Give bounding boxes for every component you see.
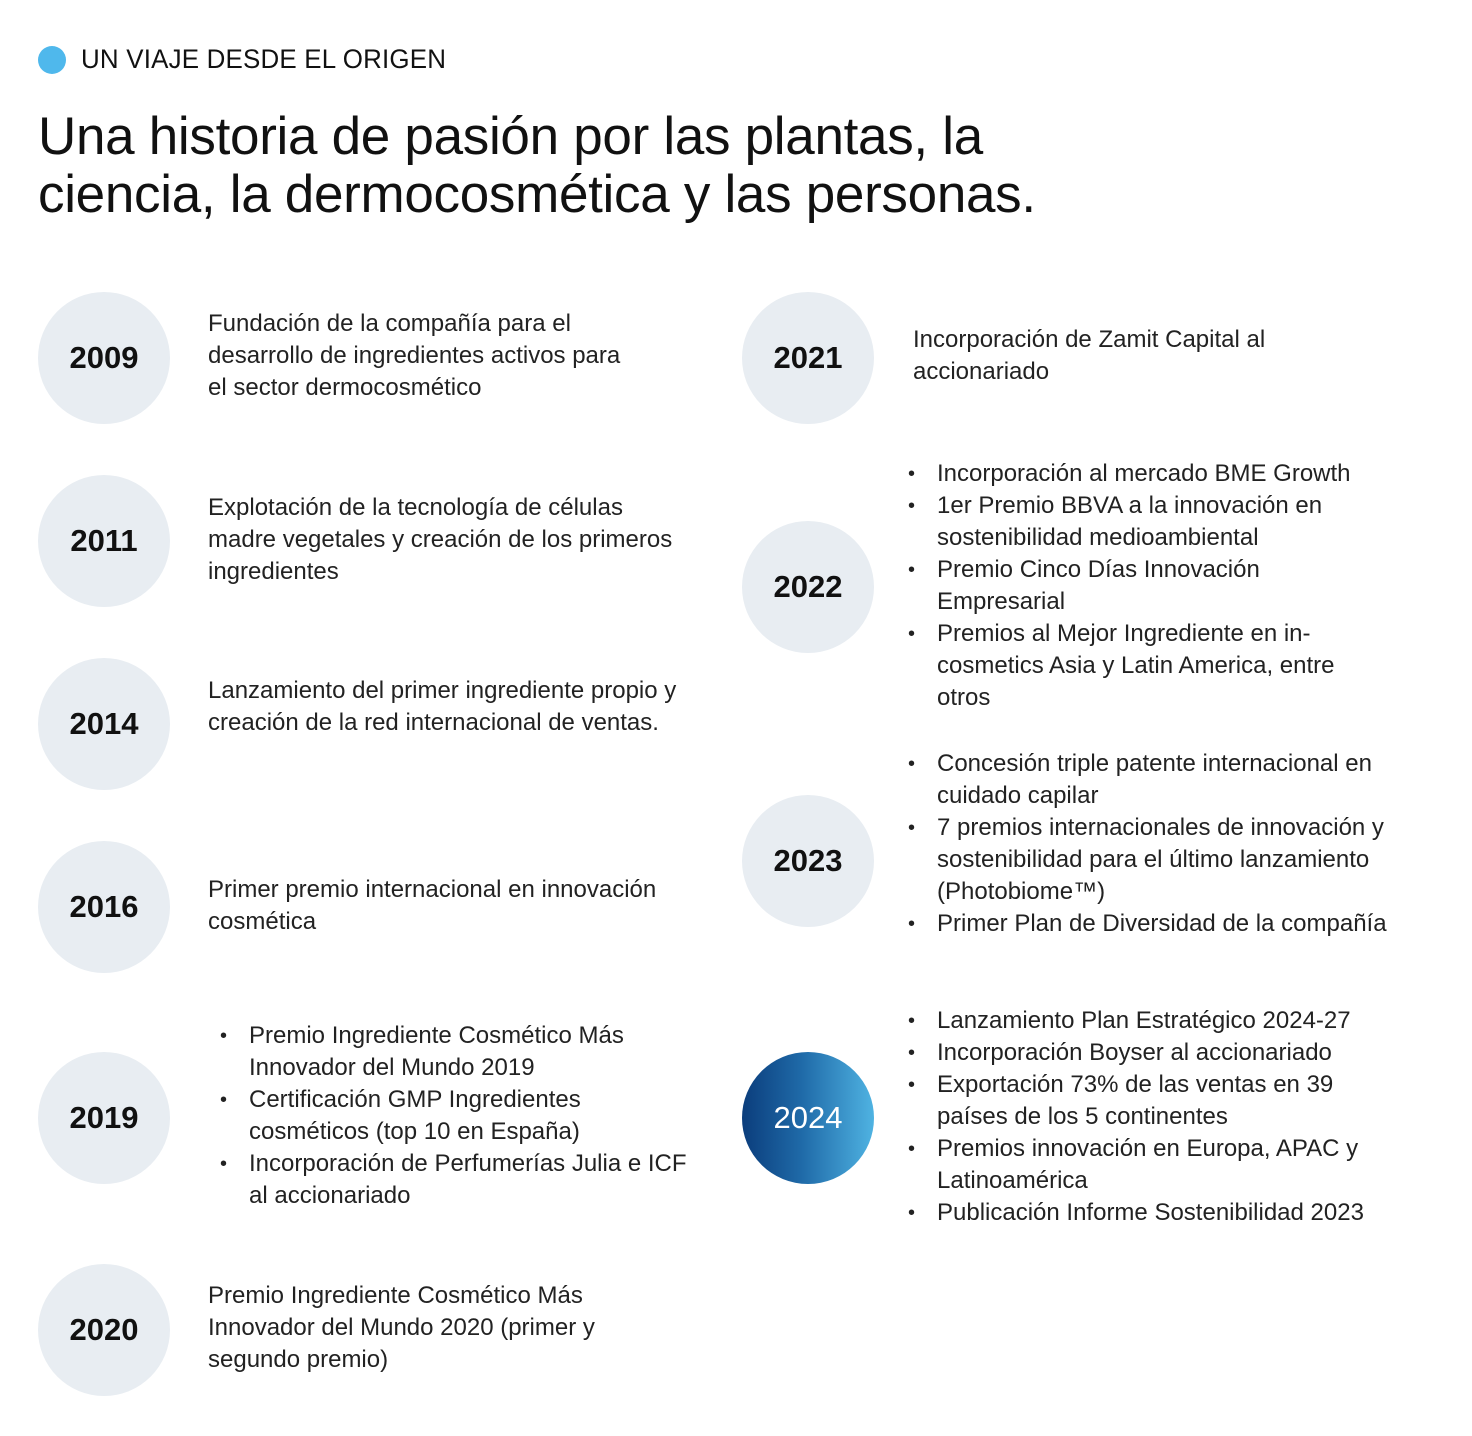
list-item: • Exportación 73% de las ventas en 39 países de los 5 continentes [908,1069,1403,1133]
list-item: • Primer Plan de Diversidad de la compañía [908,908,1388,940]
page-title [38,108,1036,224]
year-badge-2022: 2022 [742,521,874,653]
year-badge-2019: 2019 [38,1052,170,1184]
title-line-2: ciencia, la dermocosmética y las personas. [38,165,1036,224]
milestone-2022-list [908,458,1388,714]
list-item: • 7 premios internacionales de innovación y sostenibilidad para el último lanzamiento (Photobiome™) [908,812,1388,908]
list-item: • Incorporación al mercado BME Growth [908,458,1388,490]
year-badge-2014: 2014 [38,658,170,790]
milestone-2016-text: Primer premio internacional en innovación cosmética [208,876,657,935]
list-item: • Certificación GMP Ingredientes cosméticos (top 10 en España) [220,1084,690,1148]
year-badge-2020: 2020 [38,1264,170,1396]
year-badge-2011: 2011 [38,475,170,607]
list-item: • Concesión triple patente internacional en cuidado capilar [908,748,1388,812]
year-badge-2024-highlighted: 2024 [742,1052,874,1184]
bullet-dot-icon [38,46,66,74]
list-item: • Premios innovación en Europa, APAC y Latinoamérica [908,1133,1403,1197]
list-item: • Lanzamiento Plan Estratégico 2024-27 [908,1005,1403,1037]
milestone-2009-text: Fundación de la compañía para el desarrollo de ingredientes activos para el sector dermocosmético [208,310,621,401]
list-item: • Incorporación Boyser al accionariado [908,1037,1403,1069]
milestone-2011-text: Explotación de la tecnología de células madre vegetales y creación de los primeros ingredientes [208,494,673,585]
milestone-2019-list [220,1020,690,1212]
list-item: • Premios al Mejor Ingrediente en in-cosmetics Asia y Latin America, entre otros [908,618,1388,714]
year-badge-2009: 2009 [38,292,170,424]
milestone-2024-list [908,1005,1403,1229]
eyebrow-label: UN VIAJE DESDE EL ORIGEN [81,44,447,74]
list-item: • Premio Ingrediente Cosmético Más Innovador del Mundo 2019 [220,1020,690,1084]
milestone-2023-list [908,748,1388,940]
milestone-2020-text: Premio Ingrediente Cosmético Más Innovador del Mundo 2020 (primer y segundo premio) [208,1282,595,1373]
year-badge-2016: 2016 [38,841,170,973]
list-item: • Premio Cinco Días Innovación Empresarial [908,554,1388,618]
year-badge-2021: 2021 [742,292,874,424]
section-eyebrow [38,44,461,75]
year-badge-2023: 2023 [742,795,874,927]
milestone-2014-text: Lanzamiento del primer ingrediente propio y creación de la red internacional de ventas. [208,677,677,736]
list-item: • Incorporación de Perfumerías Julia e ICF al accionariado [220,1148,690,1212]
title-line-1: Una historia de pasión por las plantas, la [38,107,983,166]
list-item: • Publicación Informe Sostenibilidad 2023 [908,1197,1403,1229]
milestone-2021-text: Incorporación de Zamit Capital al accionariado [913,326,1266,385]
list-item: • 1er Premio BBVA a la innovación en sostenibilidad medioambiental [908,490,1388,554]
